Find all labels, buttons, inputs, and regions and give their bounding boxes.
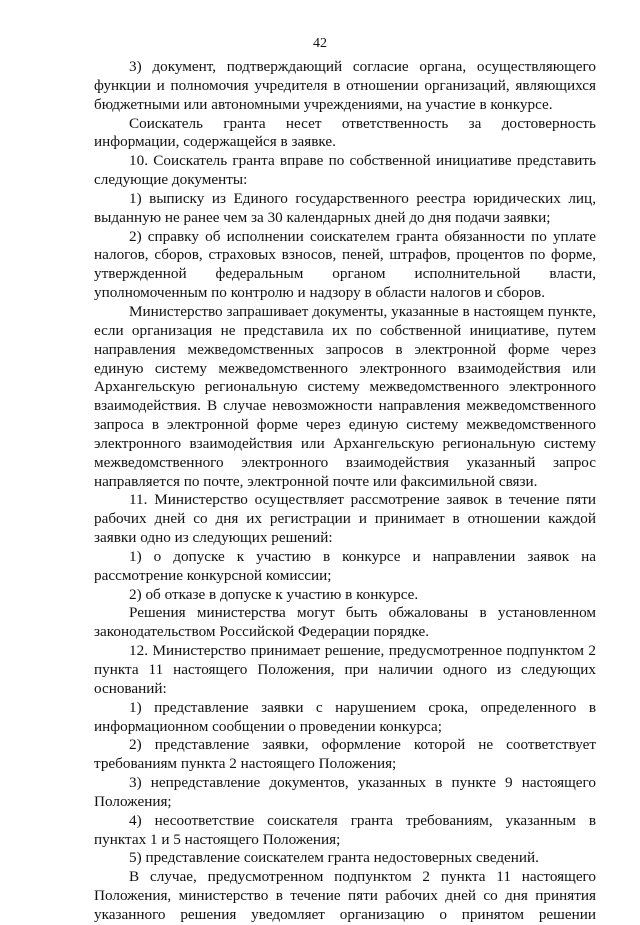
paragraph-notification: В случае, предусмотренном подпунктом 2 пункта 11 настоящего Положения, министерство в течение пяти рабочих дней со дня принятия указанного решения уведомляет организацию о принятом решении bbox=[94, 868, 596, 923]
paragraph-ground-4: 4) несоответствие соискателя гранта требованиям, указанным в пунктах 1 и 5 настоящего Положения; bbox=[94, 811, 596, 848]
paragraph-ground-5: 5) представление соискателем гранта недостоверных сведений. bbox=[129, 849, 539, 867]
paragraph-consent-document: 3) документ, подтверждающий согласие органа, осуществляющего функции и полномочия учредителя в отношении организаций, являющихся бюджетными или автономными учреждениями, на участие в конкурсе. bbox=[94, 58, 596, 113]
paragraph-refusal-decision: 2) об отказе в допуске к участию в конкурсе. bbox=[129, 585, 419, 603]
paragraph-interagency-requests: Министерство запрашивает документы, указанные в настоящем пункте, если организация не представила их по собственной инициативе, путем направления межведомственных запросов в электронной форме через единую систему межведомственного электронного взаимодействия или Архангельскую региональную систему межведомственного электронного взаимодействия. В случае невозможности направления межведомственного запроса в электронной форме через единую систему межведомственного электронного взаимодействия или Архангельскую региональную систему межведомственного электронного взаимодействия указанный запрос направляется по почте, электронной почте или факсимильной связи. bbox=[94, 302, 596, 490]
paragraph-tax-certificate: 2) справку об исполнении соискателем гранта обязанности по уплате налогов, сборов, страховых взносов, пеней, штрафов, процентов по форме, утвержденной федеральным органом исполнительной власти, уполномоченным по контролю и надзору в области налогов и сборов. bbox=[94, 227, 596, 302]
paragraph-admission-decision: 1) о допуске к участию в конкурсе и направлении заявок на рассмотрение конкурсной комиссии; bbox=[94, 547, 596, 584]
paragraph-applicant-responsibility: Соискатель гранта несет ответственность за достоверность информации, содержащейся в заявке. bbox=[94, 114, 596, 151]
paragraph-item-10: 10. Соискатель гранта вправе по собственной инициативе представить следующие документы: bbox=[94, 152, 596, 189]
paragraph-registry-extract: 1) выписку из Единого государственного реестра юридических лиц, выданную не ранее чем за 30 календарных дней до дня подачи заявки; bbox=[94, 189, 596, 226]
paragraph-ground-2: 2) представление заявки, оформление которой не соответствует требованиям пункта 2 настоящего Положения; bbox=[94, 736, 596, 773]
paragraph-ground-1: 1) представление заявки с нарушением срока, определенного в информационном сообщении о проведении конкурса; bbox=[94, 698, 596, 735]
paragraph-item-11: 11. Министерство осуществляет рассмотрение заявок в течение пяти рабочих дней со дня их регистрации и принимает в отношении каждой заявки одно из следующих решений: bbox=[94, 491, 596, 547]
paragraph-item-12: 12. Министерство принимает решение, предусмотренное подпунктом 2 пункта 11 настоящего Положения, при наличии одного из следующих оснований: bbox=[94, 642, 596, 697]
document-body bbox=[94, 58, 596, 925]
page-number: 42 bbox=[313, 36, 327, 51]
paragraph-ground-3: 3) непредставление документов, указанных в пункте 9 настоящего Положения; bbox=[94, 774, 596, 810]
paragraph-appeal: Решения министерства могут быть обжалованы в установленном законодательством Российской Федерации порядке. bbox=[94, 604, 596, 641]
